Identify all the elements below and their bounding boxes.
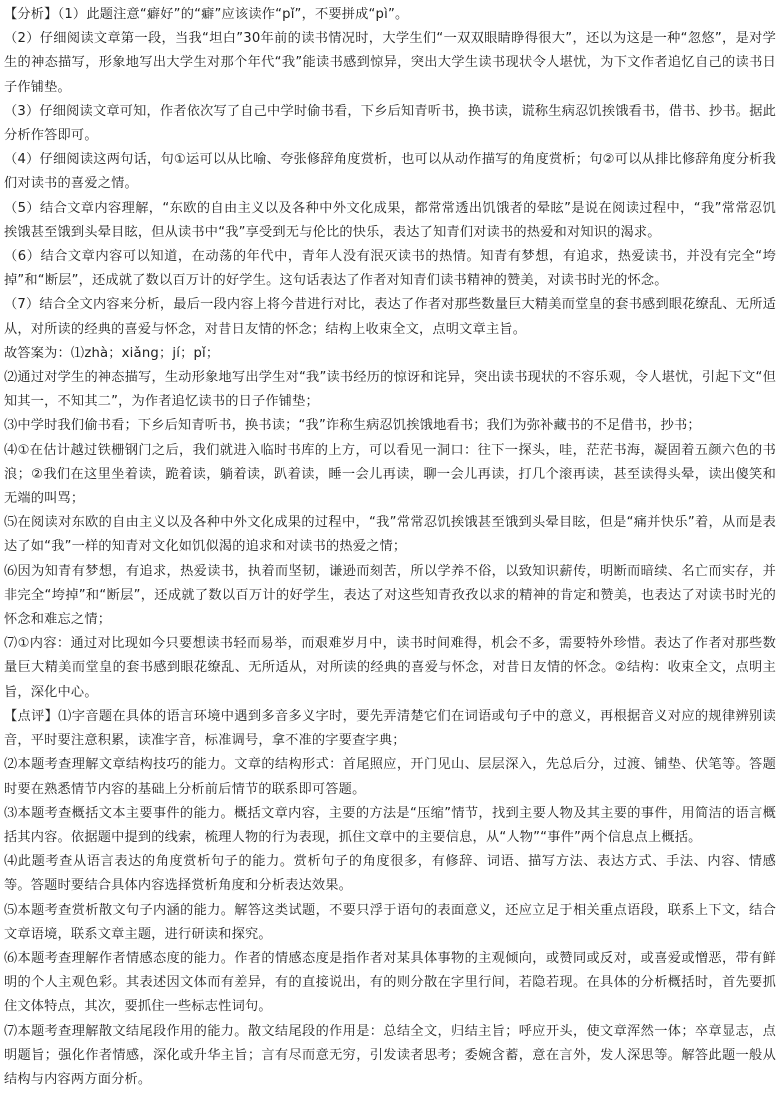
comment-paragraph-4: ⑷此题考查从语言表达的角度赏析句子的能力。赏析句子的角度很多，有修辞、词语、描写方法、表达方式、手法、内容、情感等。答题时要结合具体内容选择赏析角度和分析表达效果。 <box>4 854 776 894</box>
answer-heading: 故答案为：⑴zhà；xiǎng；jí；pǐ； <box>4 345 220 361</box>
comment-paragraph-7: ⑺本题考查理解散文结尾段作用的能力。散文结尾段的作用是：总结全文，归结主旨；呼应开头，使文章浑然一体；卒章显志，点明题旨；强化作者情感，深化或升华主旨；言有尽而意无穷，引发读者思考；委婉含蓄，意在言外，发人深思等。解答此题一般从结构与内容两方面分析。 <box>4 1023 776 1087</box>
comment-paragraph-5: ⑸本题考查赏析散文句子内涵的能力。解答这类试题，不要只浮于语句的表面意义，还应立足于相关重点语段，联系上下文，结合文章语境，联系文章主题，进行研读和探究。 <box>4 902 776 942</box>
comments-section <box>4 705 776 1092</box>
analysis-paragraph-5: （5）结合文章内容理解，“东欧的自由主义以及各种中外文化成果，都常常透出饥饿者的晕眩”是说在阅读过程中，“我”常常忍饥挨饿甚至饿到头晕目眩，但从读书中“我”享受到无与伦比的快乐，表达了知青们对读书的热爱和对知识的渴求。 <box>4 200 776 240</box>
answer-paragraph-5: ⑸在阅读对东欧的自由主义以及各种中外文化成果的过程中，“我”常常忍饥挨饿甚至饿到头晕目眩，但是“痛并快乐”着，从而是表达了如“我”一样的知青对文化如饥似渴的追求和对读书的热爱之情； <box>4 515 776 555</box>
answer-paragraph-7: ⑺①内容：通过对比现如今只要想读书轻而易举，而艰难岁月中，读书时间难得，机会不多，需要特外珍惜。表达了作者对那些数量巨大精美而堂皇的套书感到眼花缭乱、无所适从，对所读的经典的喜爱与怀念，对昔日友情的怀念。②结构：收束全文，点明主旨，深化中心。 <box>4 636 776 700</box>
analysis-paragraph-2: （2）仔细阅读文章第一段，当我“坦白”30年前的读书情况时，大学生们“一双双眼睛睁得很大”，还以为这是一种“忽悠”，是对学生的神态描写，形象地写出大学生对那个年代“我”能读书感到惊异，突出大学生读书现状令人堪忧，为下文作者追忆自己的读书日子作铺垫。 <box>4 31 776 95</box>
analysis-paragraph-4: （4）仔细阅读这两句话，句①运可以从比喻、夸张修辞角度赏析，也可以从动作描写的角度赏析；句②可以从排比修辞角度分析我们对读书的喜爱之情。 <box>4 152 776 192</box>
analysis-section <box>4 3 776 342</box>
analysis-paragraph-6: （6）结合文章内容可以知道，在动荡的年代中，青年人没有泯灭读书的热情。知青有梦想，有追求，热爱读书，并没有完全“垮掉”和“断层”，还成就了数以百万计的好学生。这句话表达了作者对知青们读书精神的赞美，对读书时光的怀念。 <box>4 249 776 289</box>
analysis-paragraph-7: （7）结合全文内容来分析，最后一段内容上将今昔进行对比，表达了作者对那些数量巨大精美而堂皇的套书感到眼花缭乱、无所适从，对所读的经典的喜爱与怀念，对昔日友情的怀念；结构上收束全文，点明文章主旨。 <box>4 297 776 337</box>
comment-paragraph-1: 【点评】⑴字音题在具体的语言环境中遇到多音多义字时，要先弄清楚它们在词语或句子中的意义，再根据音义对应的规律辨别读音，平时要注意积累，读准字音，标准调号，拿不准的字要查字典； <box>4 708 776 749</box>
comment-paragraph-6: ⑹本题考查理解作者情感态度的能力。作者的情感态度是指作者对某具体事物的主观倾向，或赞同或反对，或喜爱或憎恶，带有鲜明的个人主观色彩。其表述因文体而有差异，有的直接说出，有的则分散在字里行间，若隐若现。在具体的分析概括时，首先要抓住文体特点，其次，要抓住一些标志性词句。 <box>4 950 776 1015</box>
answer-paragraph-6: ⑹因为知青有梦想，有追求，热爱读书，执着而坚韧，谦逊而刻苦，所以学养不俗，以致知识薪传，明断而暗续、名亡而实存，并非完全“垮掉”和“断层”，还成就了数以百万计的好学生，表达了对这些知青孜孜以求的精神的肯定和赞美，也表达了对读书时光的怀念和难忘之情； <box>4 563 776 628</box>
analysis-paragraph-3: （3）仔细阅读文章可知，作者依次写了自己中学时偷书看，下乡后知青听书，换书读，谎称生病忍饥挨饿看书，借书、抄书。据此分析作答即可。 <box>4 103 776 144</box>
answer-paragraph-2: ⑵通过对学生的神态描写，生动形象地写出学生对“我”读书经历的惊讶和诧异，突出读书现状的不容乐观，令人堪忧，引起下文“但知其一，不知其二”，为作者追忆读书的日子作铺垫； <box>4 370 776 410</box>
analysis-paragraph-1: 【分析】（1）此题注意“癖好”的“癖”应该读作“pǐ”，不要拼成“pì”。 <box>4 7 409 22</box>
answer-paragraph-3: ⑶中学时我们偷书看；下乡后知青听书，换书读；“我”诈称生病忍饥挨饿地看书；我们为弥补藏书的不足借书，抄书； <box>4 418 701 434</box>
answers-section <box>4 342 776 705</box>
comment-paragraph-3: ⑶本题考查概括文本主要事件的能力。概括文章内容，主要的方法是“压缩”情节，找到主要人物及其主要的事件，用简洁的语言概括其内容。依据题中提到的线索，梳理人物的行为表现，抓住文章中的主要信息，从“人物”“事件”两个信息点上概括。 <box>4 805 776 845</box>
answer-paragraph-4: ⑷①在估计越过铁栅钢门之后，我们就进入临时书库的上方，可以看见一洞口：往下一探头，哇，茫茫书海，凝固着五颜六色的书浪；②我们在这里坐着读，跪着读，躺着读，趴着读，睡一会儿再读，聊一会儿再读，打几个滚再读，甚至读得头晕，读出傻笑和无端的叫骂； <box>4 442 776 507</box>
comment-paragraph-2: ⑵本题考查理解文章结构技巧的能力。文章的结构形式：首尾照应，开门见山、层层深入，先总后分，过渡、铺垫、伏笔等。答题时要在熟悉情节内容的基础上分析前后情节的联系即可答题。 <box>4 757 776 797</box>
